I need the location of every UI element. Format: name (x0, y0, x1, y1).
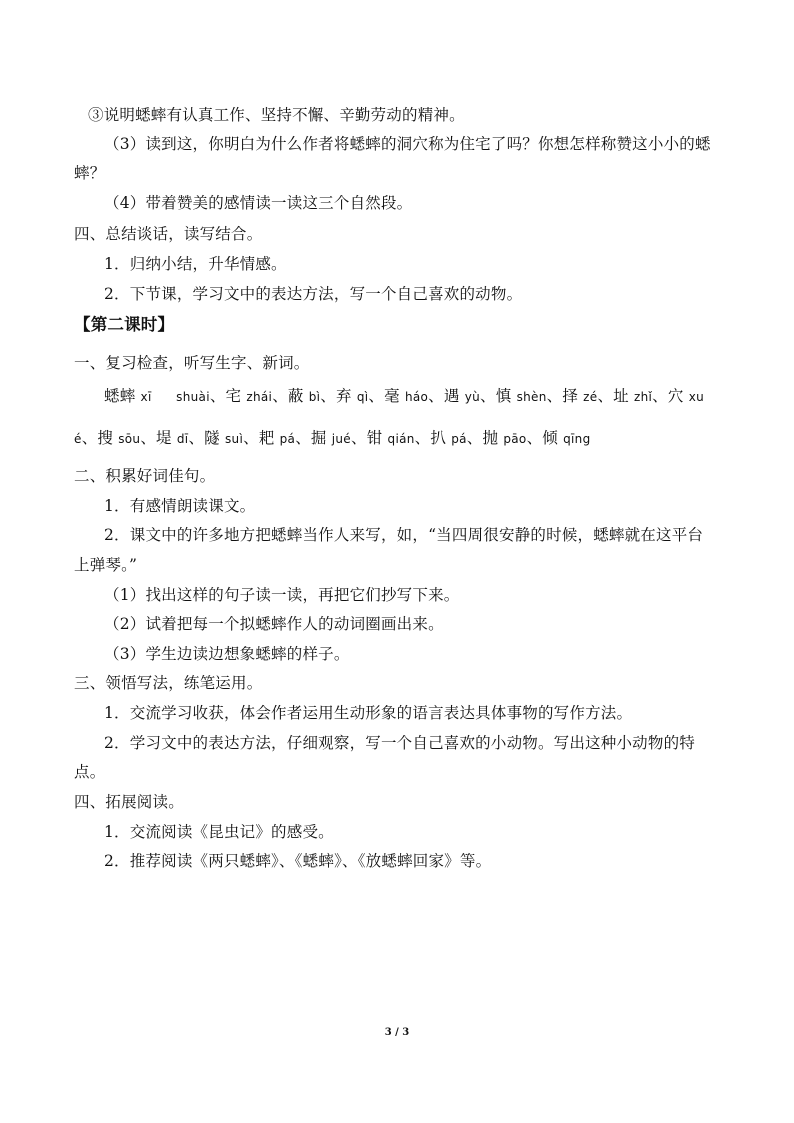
text-line: 点。 (74, 763, 106, 781)
vocab-pinyin: zhái (246, 390, 273, 404)
text-line: 2．下节课，学习文中的表达方法，写一个自己喜欢的动物。 (104, 285, 523, 303)
vocab-pinyin: qīng (563, 432, 591, 446)
vocab-pinyin: yù (464, 390, 481, 404)
vocab-character: 择 (562, 387, 579, 405)
text-line: 上弹琴。” (74, 556, 138, 574)
vocab-separator: 、 (546, 387, 563, 405)
vocab-character: 弃 (336, 387, 352, 405)
vocab-pinyin: xī shuài (140, 390, 210, 404)
vocab-pinyin: é (74, 432, 82, 446)
text-line: （3）读到这，你明白为什么作者将蟋蟀的洞穴称为住宅了吗？你想怎样称赞这小小的蟋 (104, 135, 711, 153)
vocab-separator: 、 (652, 387, 668, 405)
lesson-title: 【第二课时】 (74, 315, 175, 334)
vocab-separator: 、 (81, 429, 98, 447)
vocab-separator: 、 (351, 429, 367, 447)
text-line: 2．学习文中的表达方法，仔细观察，写一个自己喜欢的小动物。写出这种小动物的特 (104, 734, 695, 752)
vocab-pinyin: shèn (516, 390, 547, 404)
vocab-character: 钳 (366, 429, 383, 447)
vocab-character: 隧 (204, 429, 220, 447)
section-heading: 二、积累好词佳句。 (74, 467, 216, 485)
vocab-character: 宅 (225, 387, 242, 405)
text-line: 蟀？ (74, 164, 106, 182)
text-line: 2．推荐阅读《两只蟋蟀》、《蟋蟀》、《放蟋蟀回家》等。 (104, 852, 492, 870)
vocab-separator: 、 (480, 387, 496, 405)
vocab-pinyin: dī (176, 432, 189, 446)
page-number: 3 / 3 (384, 1027, 410, 1038)
section-heading: 四、总结谈话，读写结合。 (74, 225, 263, 243)
vocab-pinyin: sōu (118, 432, 141, 446)
vocab-row (74, 428, 590, 449)
vocab-pinyin: zé (583, 390, 598, 404)
text-line: 2．课文中的许多地方把蟋蟀当作人来写，如，“当四周很安静的时候，蟋蟀就在这平台 (104, 526, 704, 544)
vocab-character: 蔽 (287, 387, 304, 405)
vocab-character: 堤 (156, 429, 172, 447)
vocab-character: 搜 (97, 429, 114, 447)
vocab-pinyin: jué (331, 432, 351, 446)
vocab-pinyin: pá (451, 432, 467, 446)
vocab-pinyin: zhǐ (634, 390, 653, 404)
section-heading: 一、复习检查，听写生字、新词。 (74, 354, 310, 372)
section-heading: 四、拓展阅读。 (74, 793, 184, 811)
text-line: 1．交流学习收获，体会作者运用生动形象的语言表达具体事物的写作方法。 (104, 704, 633, 722)
vocab-separator: 、 (368, 387, 385, 405)
vocab-separator: 、 (209, 387, 226, 405)
vocab-character: 蟋蟀 (104, 387, 136, 405)
text-line: （1）找出这样的句子读一读，再把它们抄写下来。 (104, 586, 460, 604)
vocab-separator: 、 (597, 387, 614, 405)
vocab-character: 慎 (495, 387, 512, 405)
vocab-separator: 、 (428, 387, 444, 405)
vocab-pinyin: xu (688, 390, 704, 404)
vocab-character: 扒 (430, 429, 447, 447)
vocab-character: 穴 (667, 387, 684, 405)
text-line: 1．归纳小结，升华情感。 (104, 255, 287, 273)
vocab-separator: 、 (188, 429, 205, 447)
vocab-character: 址 (613, 387, 629, 405)
vocab-separator: 、 (243, 429, 259, 447)
vocab-pinyin: qì (356, 390, 369, 404)
vocab-pinyin: pá (279, 432, 296, 446)
vocab-character: 掘 (310, 429, 327, 447)
text-line: （4）带着赞美的感情读一读这三个自然段。 (104, 194, 413, 212)
vocab-separator: 、 (466, 429, 483, 447)
vocab-pinyin: qián (387, 432, 415, 446)
vocab-character: 遇 (443, 387, 460, 405)
vocab-row (104, 386, 704, 407)
text-line: （2）试着把每一个拟蟋蟀作人的动词圈画出来。 (104, 615, 444, 633)
text-line: 1．交流阅读《昆虫记》的感受。 (104, 823, 334, 841)
vocab-character: 毫 (384, 387, 400, 405)
vocab-pinyin: pāo (503, 432, 527, 446)
vocab-character: 抛 (482, 429, 499, 447)
vocab-separator: 、 (414, 429, 431, 447)
vocab-pinyin: bì (308, 390, 321, 404)
text-line: （3）学生边读边想象蟋蟀的样子。 (104, 645, 350, 663)
text-line: ③说明蟋蟀有认真工作、坚持不懈、辛勤劳动的精神。 (88, 106, 465, 124)
vocab-character: 倾 (542, 429, 558, 447)
vocab-separator: 、 (295, 429, 311, 447)
text-line: 1．有感情朗读课文。 (104, 497, 256, 515)
vocab-pinyin: suì (225, 432, 244, 446)
vocab-pinyin: háo (404, 390, 429, 404)
vocab-separator: 、 (272, 387, 288, 405)
vocab-separator: 、 (526, 429, 543, 447)
vocab-character: 耙 (258, 429, 275, 447)
vocab-separator: 、 (320, 387, 336, 405)
vocab-separator: 、 (140, 429, 157, 447)
section-heading: 三、领悟写法，练笔运用。 (74, 674, 263, 692)
